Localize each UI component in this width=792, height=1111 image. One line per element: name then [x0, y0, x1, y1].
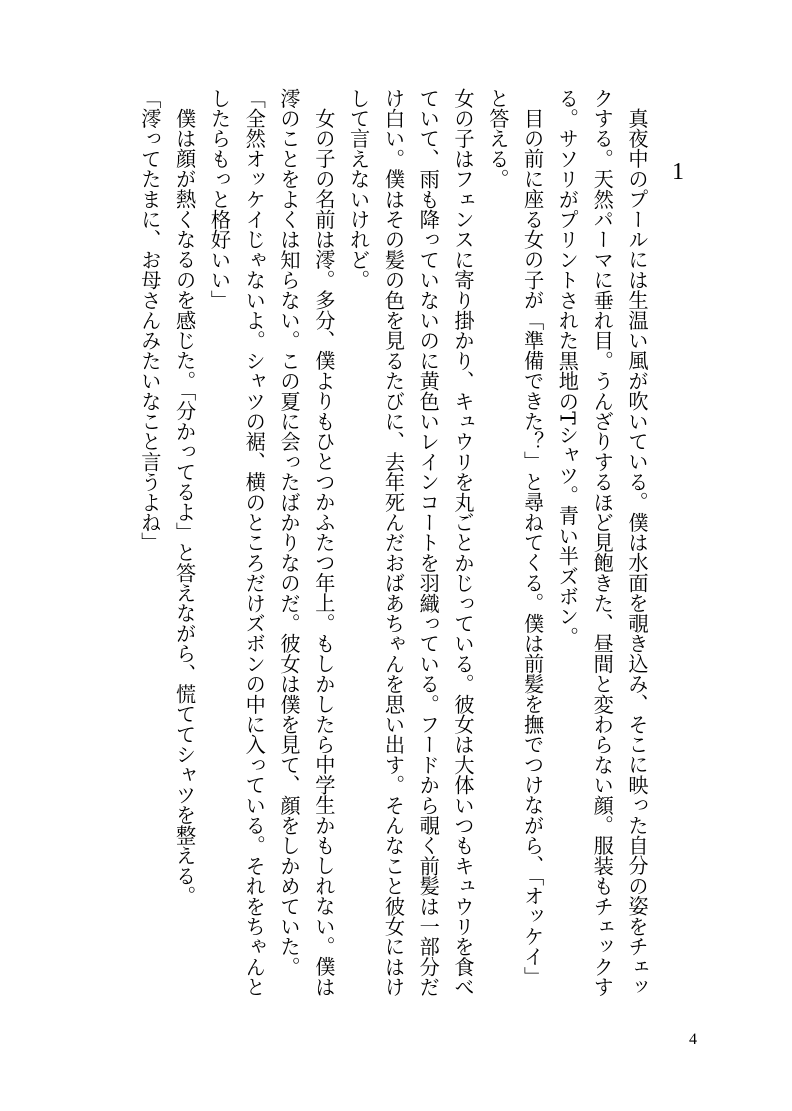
dialogue-paragraph: 「全然オッケイじゃないよ。シャツの裾、横のところだけズボンの中に入っている。それをちゃんとしたらもっと格好いい」: [207, 88, 267, 997]
page-number: 4: [689, 1031, 697, 1048]
paragraph: 僕は顔が熱くなるのを感じた。「分かってるよ」と答えながら、慌ててシャツを整える。: [172, 108, 197, 907]
body-text: [137, 88, 654, 998]
paragraph: 女の子はフェンスに寄り掛かり、キュウリを丸ごとかじっている。彼女は大体いつもキュウリを食べていて、雨も降っていないのに黄色いレインコートを羽織っている。フードから覗く前髪は一部分だけ白い。僕はその髪の色を見るたびに、去年死んだおばあちゃんを思い出す。そんなこと彼女にはけして言えないけれど。: [346, 88, 476, 997]
paragraph: 真夜中のプールには生温い風が吹いている。僕は水面を覗き込み、そこに映った自分の姿をチェックする。天然パーマに垂れ目。うんざりするほど見飽きた、昼間と変わらない顔。服装もチェックする。サソリがプリントされた黒地のTシャツ。青い半ズボン。: [555, 88, 649, 997]
chapter-number: 1: [672, 159, 684, 185]
paragraph: 目の前に座る女の子が「準備できた？」と尋ねてくる。僕は前髪を撫でつけながら、「オッケイ」と答える。: [485, 88, 545, 987]
dialogue-paragraph: 「澪ってたまに、お母さんみたいなこと言うよね」: [137, 88, 162, 553]
paragraph: 女の子の名前は澪。多分、僕よりもひとつかふたつ年上。もしかしたら中学生かもしれない。僕は澪のことをよくは知らない。この夏に会ったばかりなのだ。彼女は僕を見て、顔をしかめていた。: [277, 88, 336, 997]
